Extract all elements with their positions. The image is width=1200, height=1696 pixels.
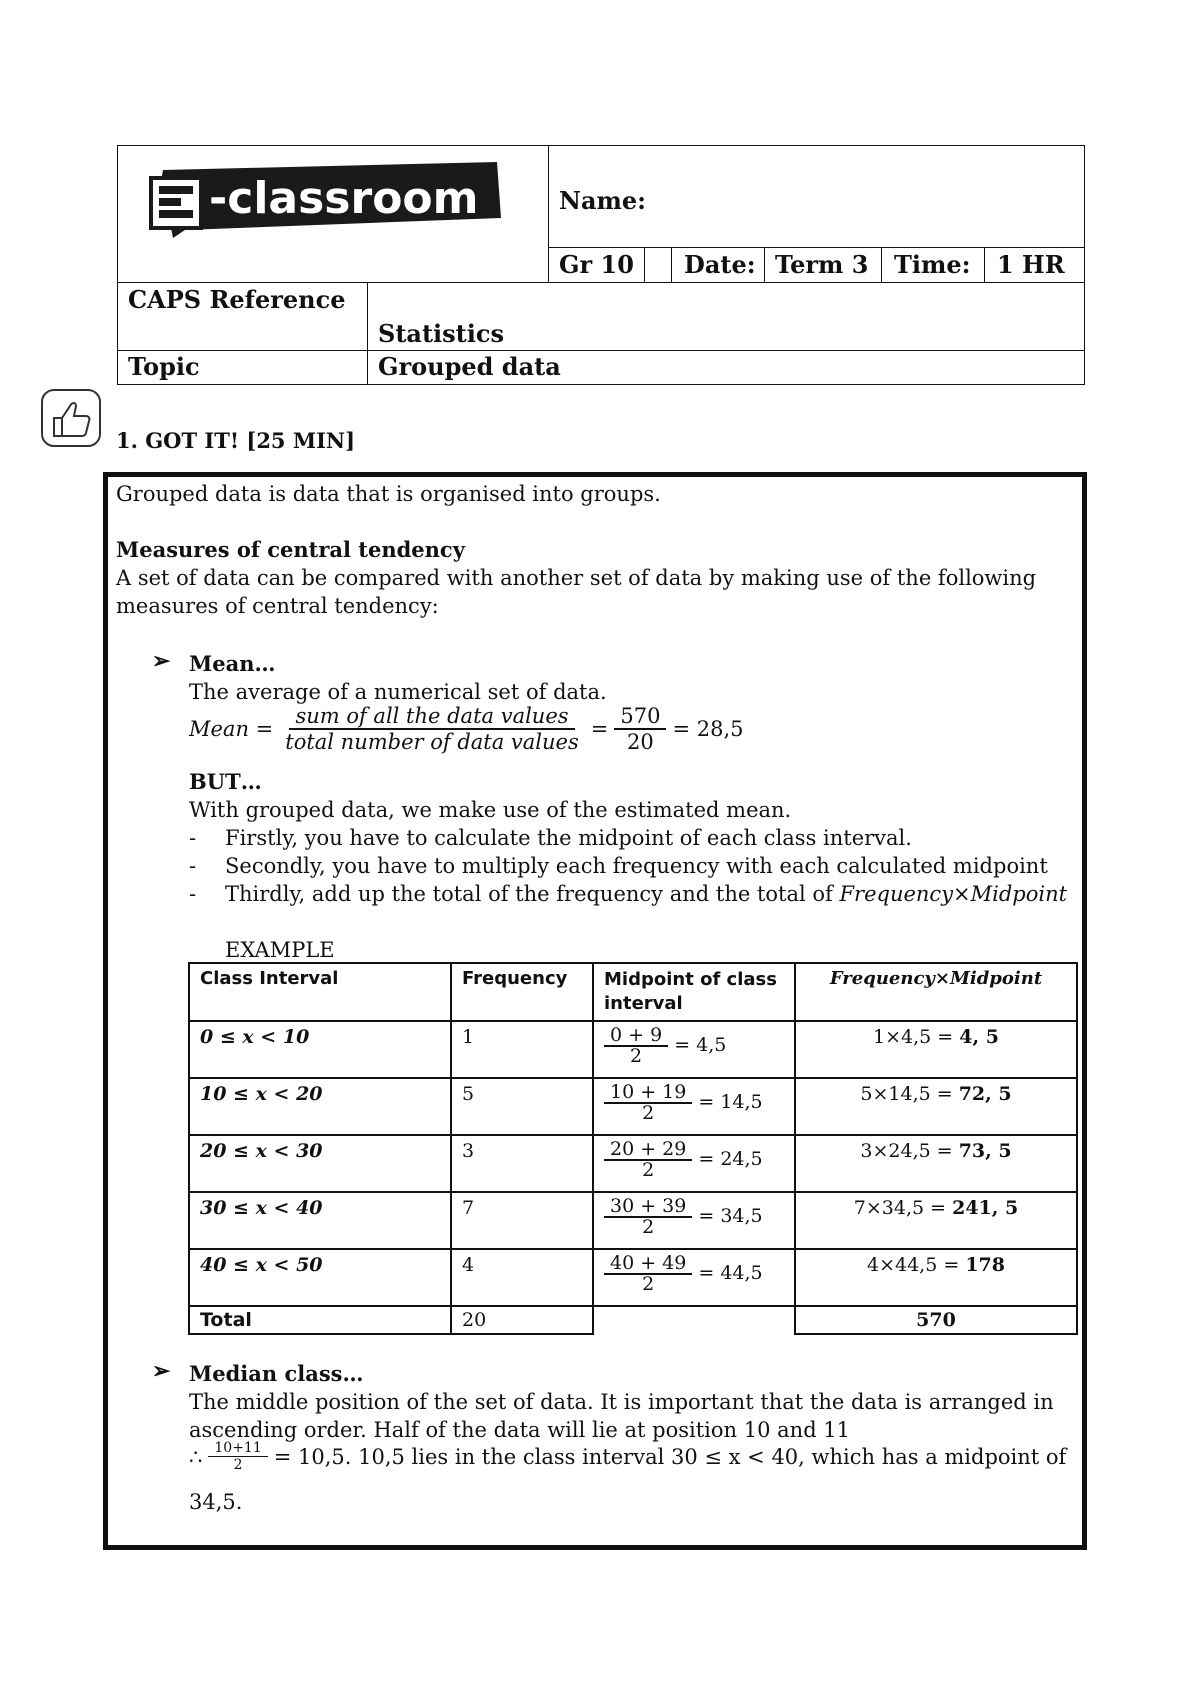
topic-value-cell (367, 350, 1085, 385)
midpoint-fraction (604, 1253, 692, 1293)
midpoint-den: 2 (642, 1273, 655, 1295)
step-dash: - (189, 854, 197, 878)
name-cell (548, 145, 1085, 248)
cell-midpoint (593, 1021, 795, 1078)
step-2: Secondly, you have to multiply each frequency with each calculated midpoint (225, 854, 1048, 878)
midpoint-value: = 44,5 (698, 1262, 763, 1284)
step-dash: - (189, 882, 197, 906)
table-row (189, 1078, 1077, 1135)
cell-product (795, 1078, 1077, 1135)
mean-definition: The average of a numerical set of data. (189, 680, 607, 704)
midpoint-value: = 4,5 (674, 1034, 727, 1056)
median-frac-num: 10+11 (208, 1440, 267, 1457)
midpoint-fraction (604, 1025, 668, 1065)
total-empty (593, 1306, 795, 1334)
cell-product (795, 1192, 1077, 1249)
bullet-arrow-icon: ➢ (152, 1358, 171, 1384)
cell-frequency: 5 (451, 1078, 593, 1135)
cell-midpoint (593, 1249, 795, 1306)
example-label: EXAMPLE (225, 938, 335, 962)
measures-text-1: A set of data can be compared with another set of data by making use of the following (116, 566, 1037, 590)
product-expr: 3×24,5 = (860, 1140, 959, 1162)
intro-text: Grouped data is data that is organised into groups. (116, 482, 661, 506)
cell-interval: 20 ≤ x < 30 (189, 1135, 451, 1192)
table-row (189, 1021, 1077, 1078)
table-row (189, 1249, 1077, 1306)
mean-numerator: sum of all the data values (289, 704, 574, 730)
term-cell (764, 247, 882, 283)
cell-midpoint (593, 1078, 795, 1135)
step-dash: - (189, 826, 197, 850)
product-result: 72, 5 (958, 1083, 1012, 1105)
caps-value: Statistics (378, 319, 505, 348)
cell-interval: 0 ≤ x < 10 (189, 1021, 451, 1078)
example-table (188, 962, 1078, 1335)
midpoint-value: = 34,5 (698, 1205, 763, 1227)
topic-value: Grouped data (378, 352, 561, 381)
cell-midpoint (593, 1135, 795, 1192)
midpoint-num: 0 + 9 (604, 1025, 668, 1047)
cell-product (795, 1249, 1077, 1306)
step-3 (225, 880, 1067, 908)
cell-interval: 10 ≤ x < 20 (189, 1078, 451, 1135)
mean-formula (189, 704, 743, 754)
mean-fraction (279, 704, 585, 754)
table-header-row (189, 963, 1077, 1021)
median-text-1: The middle position of the set of data. It is important that the data is arranged in (189, 1390, 1054, 1414)
measures-heading: Measures of central tendency (116, 537, 465, 562)
mean-num-value: 570 (614, 704, 666, 730)
median-frac-den: 2 (233, 1457, 243, 1473)
cell-interval: 40 ≤ x < 50 (189, 1249, 451, 1306)
bullet-arrow-icon: ➢ (152, 648, 171, 674)
therefore-symbol: ∴ (189, 1444, 203, 1469)
caps-value-cell (367, 282, 1085, 351)
cell-interval: 30 ≤ x < 40 (189, 1192, 451, 1249)
grade-cell (548, 247, 645, 283)
time-label: Time: (894, 250, 971, 279)
midpoint-num: 10 + 19 (604, 1082, 692, 1104)
product-expr: 7×34,5 = (853, 1197, 953, 1219)
blank-cell (644, 247, 672, 283)
cell-frequency: 7 (451, 1192, 593, 1249)
col-class-interval: Class Interval (189, 963, 451, 1021)
term-value: Term 3 (775, 250, 869, 279)
col-midpoint: Midpoint of class interval (593, 963, 795, 1021)
product-result: 4, 5 (959, 1026, 999, 1048)
product-result: 178 (965, 1254, 1005, 1276)
mean-equals: = (590, 717, 609, 741)
midpoint-fraction (604, 1196, 692, 1236)
median-text-3-line (189, 1440, 1066, 1473)
product-expr: 1×4,5 = (873, 1026, 960, 1048)
mean-den-value: 20 (627, 730, 654, 754)
mean-lhs: Mean = (189, 717, 274, 741)
total-product: 570 (795, 1306, 1077, 1334)
midpoint-value: = 14,5 (698, 1091, 763, 1113)
step-3-text: Thirdly, add up the total of the frequency and the total of (225, 882, 840, 906)
topic-label: Topic (128, 352, 200, 381)
midpoint-num: 40 + 49 (604, 1253, 692, 1275)
date-label-cell (671, 247, 765, 283)
estimated-mean-text: With grouped data, we make use of the estimated mean. (189, 798, 792, 822)
median-text-2: ascending order. Half of the data will lie at position 10 and 11 (189, 1418, 851, 1442)
duration-value: 1 HR (997, 250, 1065, 279)
midpoint-fraction (604, 1139, 692, 1179)
col-freq-x-mid: Frequency×Midpoint (795, 963, 1077, 1021)
mean-result: = 28,5 (672, 717, 744, 741)
measures-text-2: measures of central tendency: (116, 594, 439, 618)
cell-product (795, 1021, 1077, 1078)
duration-cell (984, 247, 1085, 283)
time-label-cell (881, 247, 985, 283)
col-frequency: Frequency (451, 963, 593, 1021)
median-text-4: 34,5. (189, 1490, 243, 1514)
table-total-row (189, 1306, 1077, 1334)
grade-value: Gr 10 (559, 250, 634, 279)
caps-label-cell (117, 282, 368, 351)
cell-frequency: 4 (451, 1249, 593, 1306)
caps-label: CAPS Reference (128, 285, 346, 314)
e-classroom-logo (145, 158, 505, 238)
mean-value-fraction (614, 704, 666, 754)
midpoint-value: = 24,5 (698, 1148, 763, 1170)
svg-text:-classroom: -classroom (209, 173, 479, 224)
step-1: Firstly, you have to calculate the midpoint of each class interval. (225, 826, 912, 850)
name-label: Name: (559, 186, 647, 215)
product-expr: 4×44,5 = (867, 1254, 966, 1276)
mean-heading: Mean… (189, 651, 276, 676)
product-result: 73, 5 (958, 1140, 1012, 1162)
thumbs-up-icon (40, 388, 102, 448)
table-row (189, 1135, 1077, 1192)
section-title: 1. GOT IT! [25 MIN] (116, 428, 356, 453)
midpoint-den: 2 (642, 1216, 655, 1238)
table-row (189, 1192, 1077, 1249)
midpoint-num: 30 + 39 (604, 1196, 692, 1218)
product-result: 241, 5 (952, 1197, 1019, 1219)
midpoint-den: 2 (630, 1045, 643, 1067)
median-text-3: = 10,5. 10,5 lies in the class interval 30 ≤ x < 40, which has a midpoint of (273, 1444, 1067, 1469)
midpoint-fraction (604, 1082, 692, 1122)
total-label: Total (189, 1306, 451, 1334)
cell-midpoint (593, 1192, 795, 1249)
midpoint-den: 2 (642, 1159, 655, 1181)
cell-frequency: 1 (451, 1021, 593, 1078)
step-3-math: Frequency×Midpoint (839, 882, 1068, 906)
median-fraction (208, 1440, 267, 1473)
topic-label-cell (117, 350, 368, 385)
midpoint-num: 20 + 29 (604, 1139, 692, 1161)
total-frequency: 20 (451, 1306, 593, 1334)
median-heading: Median class… (189, 1361, 364, 1386)
cell-product (795, 1135, 1077, 1192)
cell-frequency: 3 (451, 1135, 593, 1192)
midpoint-den: 2 (642, 1102, 655, 1124)
date-label: Date: (684, 250, 756, 279)
mean-denominator: total number of data values (285, 730, 579, 754)
but-text: BUT… (189, 769, 262, 794)
product-expr: 5×14,5 = (860, 1083, 959, 1105)
